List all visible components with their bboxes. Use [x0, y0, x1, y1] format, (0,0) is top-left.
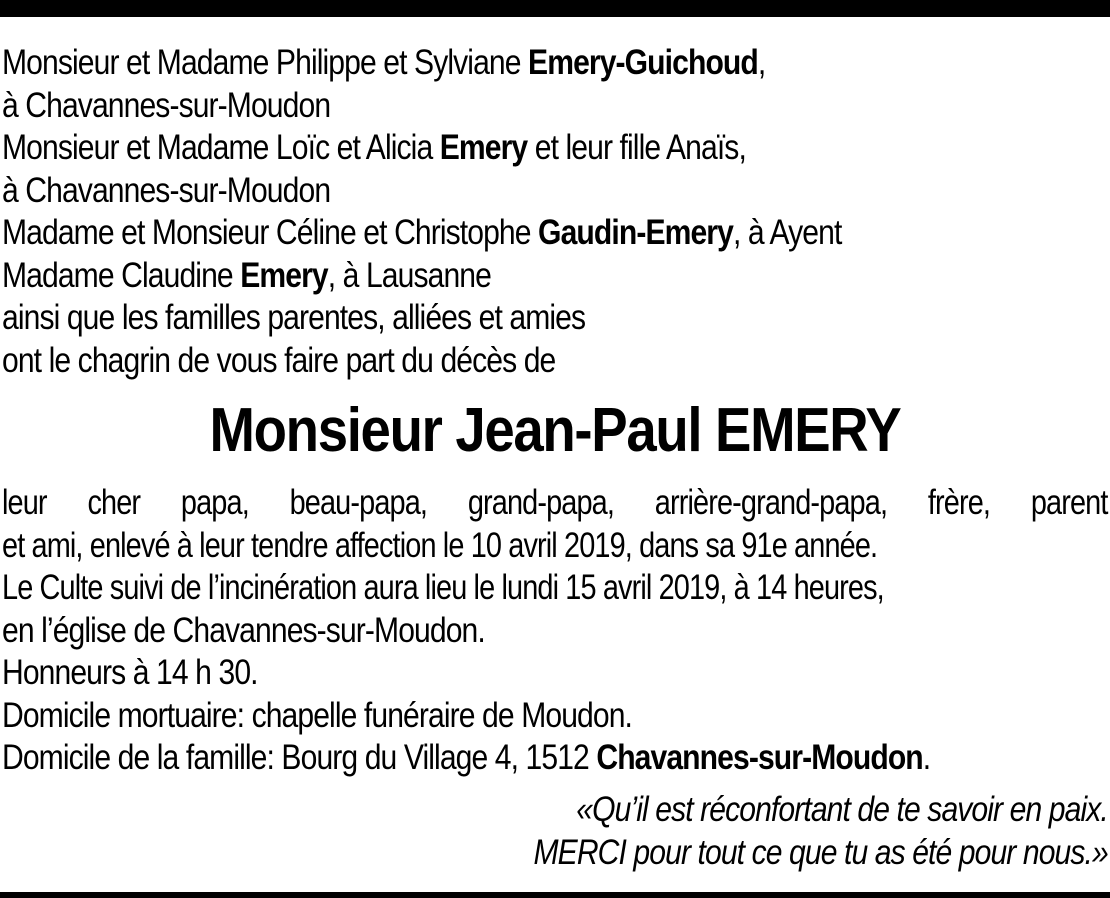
family-line: Monsieur et Madame Loïc et Alicia Emery et leur fille Anaïs, — [2, 128, 746, 167]
body-line: Domicile mortuaire: chapelle funéraire de Moudon. — [2, 695, 633, 735]
quote-line: MERCI pour tout ce que tu as été pour nous.» — [533, 832, 1108, 872]
body-line: Honneurs à 14 h 30. — [2, 653, 258, 692]
top-border-rule — [0, 0, 1110, 17]
body-line: leur cher papa, beau-papa, grand-papa, arrière-grand-papa, frère, parent — [2, 483, 1108, 522]
quote-line: «Qu’il est réconfortant de te savoir en paix. — [576, 790, 1108, 829]
family-line: Madame Claudine Emery, à Lausanne — [2, 255, 491, 295]
family-line: ainsi que les familles parentes, alliées et amies — [2, 298, 586, 337]
family-line: à Chavannes-sur-Moudon — [2, 170, 331, 210]
body-line: en l’église de Chavannes-sur-Moudon. — [2, 610, 485, 650]
family-line: Monsieur et Madame Philippe et Sylviane Emery-Guichoud, — [2, 43, 766, 82]
bottom-border-rule — [0, 892, 1110, 898]
family-line: à Chavannes-sur-Moudon — [2, 85, 331, 125]
family-list — [2, 42, 1108, 382]
body-line: et ami, enlevé à leur tendre affection le 10 avril 2019, dans sa 91e année. — [2, 525, 878, 565]
deceased-name-heading: Monsieur Jean-Paul EMERY — [209, 396, 901, 465]
body-line: Domicile de la famille: Bourg du Village 4, 1512 Chavannes-sur-Moudon. — [2, 738, 931, 777]
closing-quote — [440, 789, 1108, 874]
family-line: ont le chagrin de vous faire part du décès de — [2, 340, 556, 380]
family-line: Madame et Monsieur Céline et Christophe Gaudin-Emery, à Ayent — [2, 213, 842, 252]
obituary-body — [2, 482, 1108, 780]
body-line: Le Culte suivi de l’incinération aura lieu le lundi 15 avril 2019, à 14 heures, — [2, 568, 884, 607]
